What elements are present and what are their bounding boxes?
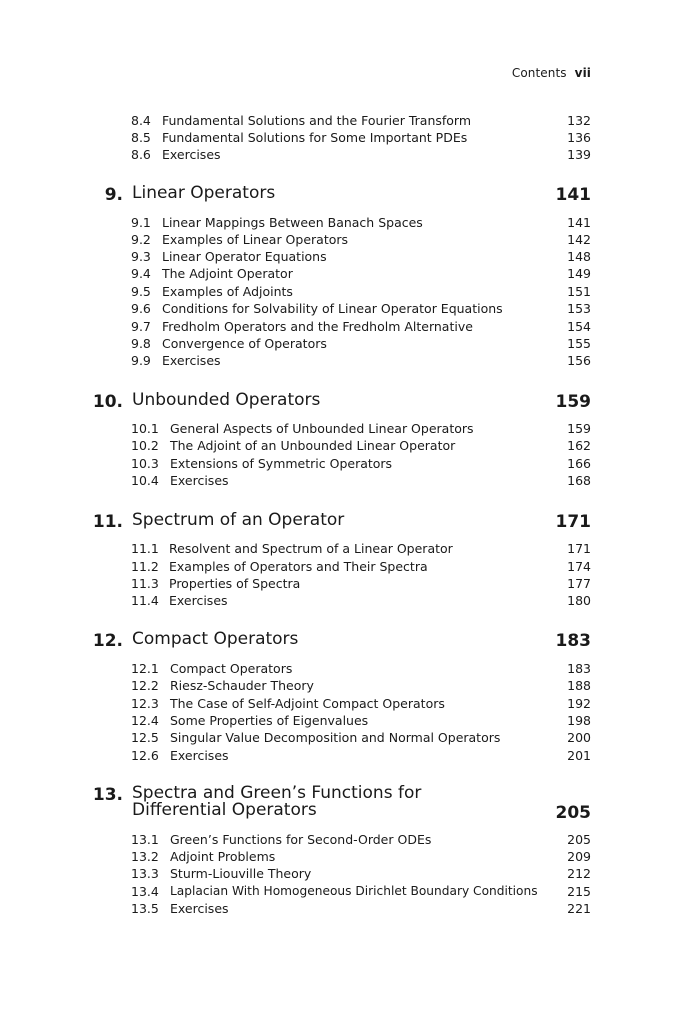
toc-section[interactable]: [0, 540, 679, 557]
toc-section[interactable]: [0, 112, 679, 129]
section-number: 12.4: [131, 713, 159, 728]
section-title: Fredholm Operators and the Fredholm Alternative: [162, 319, 473, 334]
running-header: [0, 66, 591, 80]
section-number: 9.7: [131, 319, 151, 334]
section-number: 8.4: [131, 113, 151, 128]
chapter-heading[interactable]: [0, 785, 679, 825]
chapter-page: 171: [555, 512, 591, 532]
section-page: 209: [567, 849, 591, 864]
toc-section[interactable]: [0, 677, 679, 694]
section-title: Linear Operator Equations: [162, 249, 327, 264]
section-page: 212: [567, 866, 591, 881]
section-number: 9.8: [131, 336, 151, 351]
section-title: Exercises: [169, 593, 228, 608]
section-page: 221: [567, 901, 591, 916]
section-number: 12.5: [131, 730, 159, 745]
section-title: Exercises: [170, 901, 229, 916]
toc-section[interactable]: [0, 420, 679, 437]
section-page: 192: [567, 696, 591, 711]
section-title: Conditions for Solvability of Linear Operator Equations: [162, 301, 503, 316]
section-page: 188: [567, 678, 591, 693]
section-page: 171: [567, 541, 591, 556]
section-number: 11.3: [131, 576, 159, 591]
section-page: 141: [567, 215, 591, 230]
section-number: 12.1: [131, 661, 159, 676]
section-number: 8.6: [131, 147, 151, 162]
header-page-number: vii: [574, 66, 591, 80]
section-page: 198: [567, 713, 591, 728]
section-title: Exercises: [162, 147, 221, 162]
section-number: 13.5: [131, 901, 159, 916]
section-page: 148: [567, 249, 591, 264]
toc-section[interactable]: [0, 352, 679, 369]
section-page: 153: [567, 301, 591, 316]
section-number: 9.3: [131, 249, 151, 264]
toc-section[interactable]: [0, 248, 679, 265]
section-title: Examples of Adjoints: [162, 284, 293, 299]
section-title: Examples of Linear Operators: [162, 232, 349, 247]
section-page: 162: [567, 438, 591, 453]
toc-section[interactable]: [0, 831, 679, 848]
section-title: Green’s Functions for Second-Order ODEs: [170, 832, 432, 847]
toc-section[interactable]: [0, 129, 679, 146]
section-page: 151: [567, 284, 591, 299]
chapter-page: 141: [555, 185, 591, 205]
section-title: Linear Mappings Between Banach Spaces: [162, 215, 423, 230]
section-number: 13.1: [131, 832, 159, 847]
toc-section[interactable]: [0, 660, 679, 677]
section-page: 155: [567, 336, 591, 351]
section-number: 9.5: [131, 284, 151, 299]
toc-section[interactable]: [0, 900, 679, 917]
section-page: 142: [567, 232, 591, 247]
section-number: 8.5: [131, 130, 151, 145]
toc-section[interactable]: [0, 729, 679, 746]
chapter-heading[interactable]: [0, 185, 679, 205]
section-page: 177: [567, 576, 591, 591]
section-title: Compact Operators: [170, 661, 293, 676]
toc-section[interactable]: [0, 300, 679, 317]
chapter-heading[interactable]: [0, 392, 679, 412]
section-number: 10.4: [131, 473, 159, 488]
toc-section[interactable]: [0, 848, 679, 865]
section-title: Convergence of Operators: [162, 336, 327, 351]
section-page: 215: [567, 884, 591, 899]
section-title: Fundamental Solutions and the Fourier Transform: [162, 113, 472, 128]
section-title: Laplacian With Homogeneous Dirichlet Boundary Conditions: [170, 884, 538, 898]
section-page: 159: [567, 421, 591, 436]
section-number: 10.3: [131, 456, 159, 471]
toc-section[interactable]: [0, 695, 679, 712]
section-title: Exercises: [170, 748, 229, 763]
toc-section[interactable]: [0, 592, 679, 609]
toc-section[interactable]: [0, 146, 679, 163]
chapter-number: 9.: [104, 185, 123, 205]
section-number: 9.6: [131, 301, 151, 316]
chapter-page: 205: [555, 803, 591, 823]
toc-section[interactable]: [0, 265, 679, 282]
section-title: Sturm-Liouville Theory: [170, 866, 312, 881]
section-number: 13.4: [131, 884, 159, 899]
section-title: The Case of Self-Adjoint Compact Operators: [170, 696, 445, 711]
chapter-number: 13.: [92, 785, 123, 805]
toc-section[interactable]: [0, 214, 679, 231]
chapter-title: Unbounded Operators: [132, 390, 321, 410]
section-page: 132: [567, 113, 591, 128]
chapter-page: 183: [555, 631, 591, 651]
section-number: 13.2: [131, 849, 159, 864]
section-number: 12.3: [131, 696, 159, 711]
section-title: The Adjoint of an Unbounded Linear Operator: [170, 438, 456, 453]
section-number: 10.2: [131, 438, 159, 453]
section-number: 11.1: [131, 541, 159, 556]
section-page: 168: [567, 473, 591, 488]
chapter-title: Compact Operators: [132, 629, 299, 649]
section-title: Adjoint Problems: [170, 849, 276, 864]
toc-section[interactable]: [0, 231, 679, 248]
chapter-title: Spectrum of an Operator: [132, 510, 345, 530]
toc-section[interactable]: [0, 455, 679, 472]
section-page: 201: [567, 748, 591, 763]
toc-section[interactable]: [0, 883, 679, 900]
section-page: 183: [567, 661, 591, 676]
toc-section[interactable]: [0, 472, 679, 489]
chapter-number: 11.: [92, 512, 123, 532]
section-title: The Adjoint Operator: [162, 266, 293, 281]
section-number: 9.9: [131, 353, 151, 368]
section-title: Some Properties of Eigenvalues: [170, 713, 369, 728]
section-number: 9.4: [131, 266, 151, 281]
section-title: Exercises: [162, 353, 221, 368]
chapter-number: 10.: [92, 392, 123, 412]
section-number: 10.1: [131, 421, 159, 436]
toc-section[interactable]: [0, 335, 679, 352]
chapter-title: Linear Operators: [132, 183, 276, 203]
section-title: Fundamental Solutions for Some Important PDEs: [162, 130, 468, 145]
section-title: Extensions of Symmetric Operators: [170, 456, 393, 471]
section-number: 11.2: [131, 559, 159, 574]
section-page: 166: [567, 456, 591, 471]
toc-section[interactable]: [0, 575, 679, 592]
section-title: Examples of Operators and Their Spectra: [169, 559, 428, 574]
section-title: Singular Value Decomposition and Normal Operators: [170, 730, 501, 745]
chapter-page: 159: [555, 392, 591, 412]
toc-section[interactable]: [0, 437, 679, 454]
toc-section[interactable]: [0, 712, 679, 729]
chapter-heading[interactable]: [0, 512, 679, 532]
section-number: 11.4: [131, 593, 159, 608]
section-page: 139: [567, 147, 591, 162]
section-page: 205: [567, 832, 591, 847]
section-number: 9.1: [131, 215, 151, 230]
toc-section[interactable]: [0, 318, 679, 335]
section-number: 12.6: [131, 748, 159, 763]
chapter-number: 12.: [92, 631, 123, 651]
toc-section[interactable]: [0, 747, 679, 764]
chapter-title: Spectra and Green’s Functions for Differential Operators: [132, 783, 422, 820]
section-title: Resolvent and Spectrum of a Linear Operator: [169, 541, 453, 556]
section-number: 9.2: [131, 232, 151, 247]
section-page: 180: [567, 593, 591, 608]
section-title: Exercises: [170, 473, 229, 488]
header-label: Contents: [511, 66, 567, 80]
section-page: 156: [567, 353, 591, 368]
section-page: 200: [567, 730, 591, 745]
section-page: 149: [567, 266, 591, 281]
section-page: 174: [567, 559, 591, 574]
section-page: 154: [567, 319, 591, 334]
toc-section[interactable]: [0, 283, 679, 300]
section-title: General Aspects of Unbounded Linear Operators: [170, 421, 474, 436]
toc-section[interactable]: [0, 865, 679, 882]
section-number: 12.2: [131, 678, 159, 693]
section-title: Riesz-Schauder Theory: [170, 678, 314, 693]
section-number: 13.3: [131, 866, 159, 881]
section-title: Properties of Spectra: [169, 576, 301, 591]
section-page: 136: [567, 130, 591, 145]
toc-section[interactable]: [0, 558, 679, 575]
chapter-heading[interactable]: [0, 631, 679, 651]
